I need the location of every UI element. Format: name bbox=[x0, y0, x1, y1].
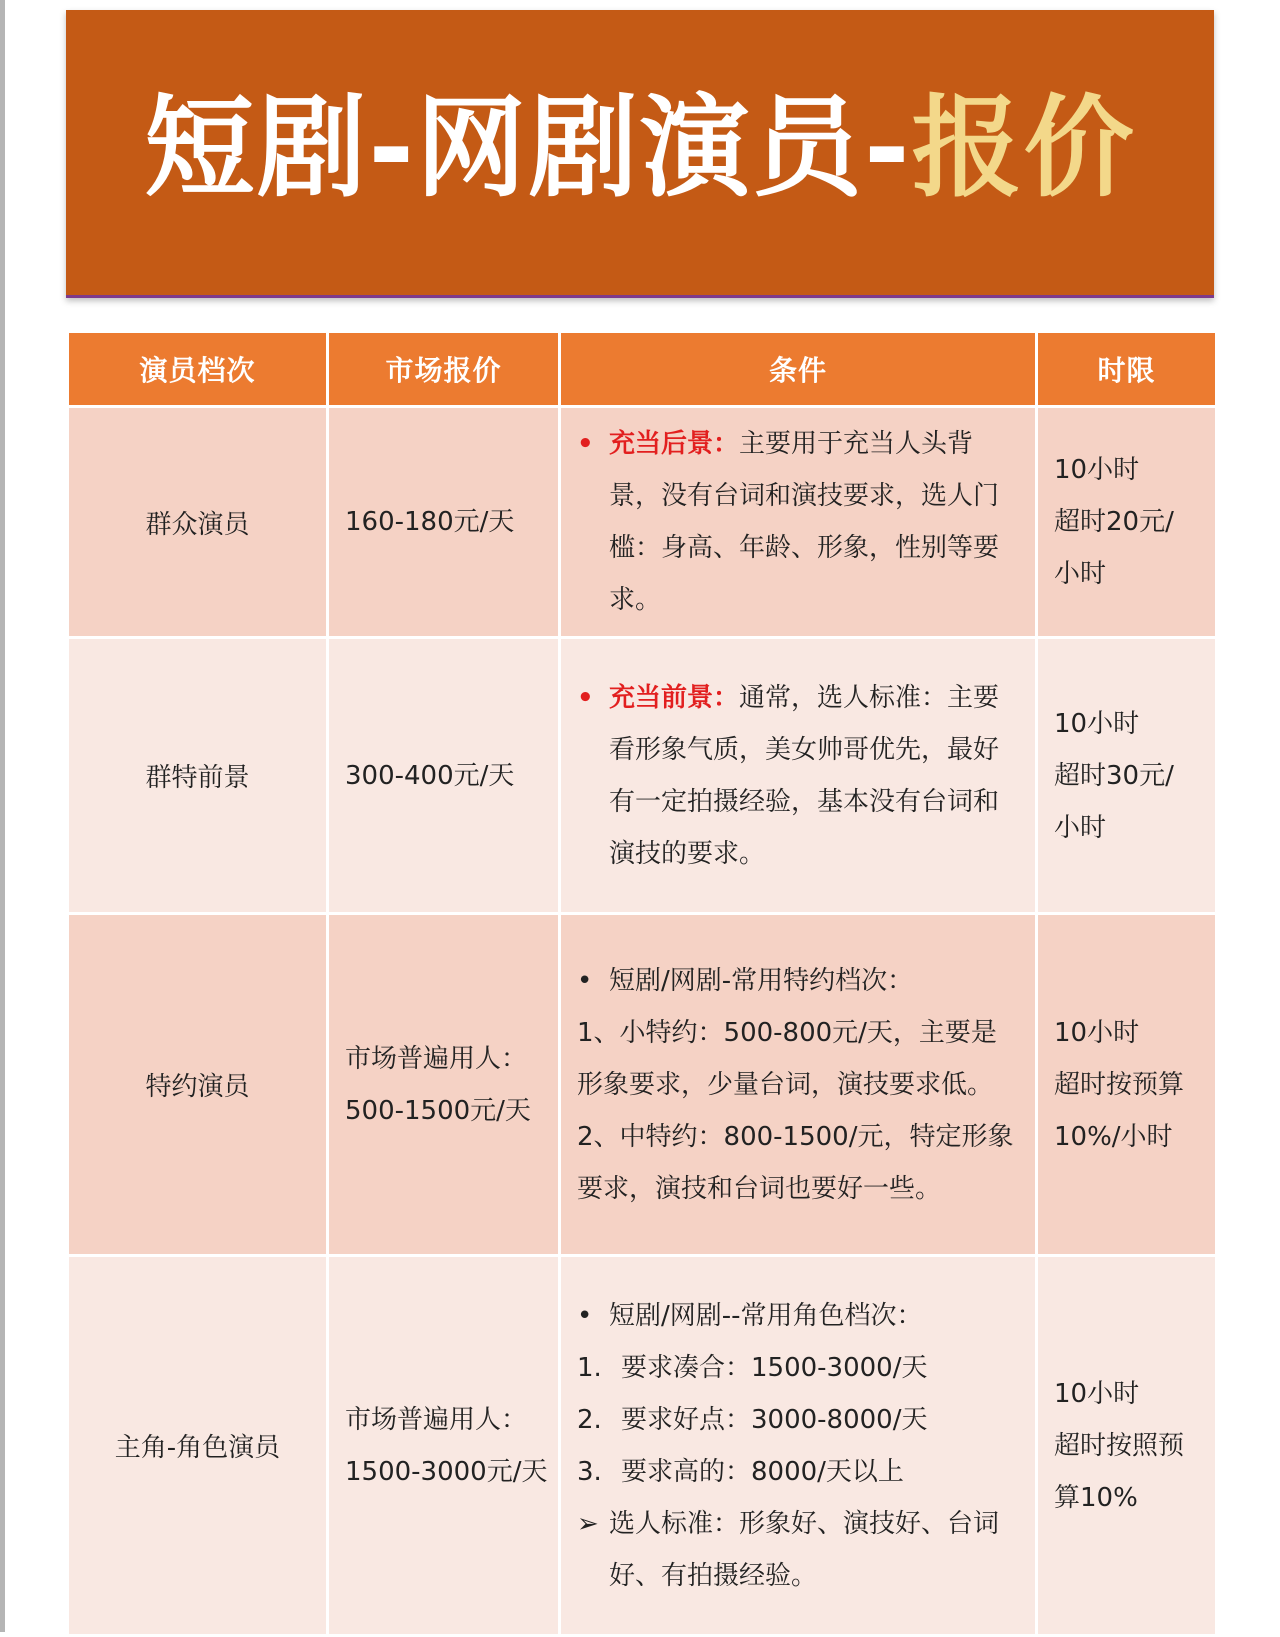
limit-line: 小时 bbox=[1054, 559, 1107, 589]
level-cell: 特约演员 bbox=[68, 914, 328, 1256]
price-line: 1500-3000元/天 bbox=[345, 1456, 548, 1487]
condition-bullet bbox=[577, 955, 1021, 1007]
price-line: 160-180元/天 bbox=[345, 507, 515, 537]
price-line: 500-1500元/天 bbox=[345, 1095, 531, 1126]
condition-label: 充当后景： bbox=[609, 429, 740, 459]
item-number: 3. bbox=[577, 1456, 602, 1487]
header-condition: 条件 bbox=[560, 332, 1037, 407]
item-text: 要求凑合：1500-3000/天 bbox=[621, 1352, 928, 1383]
item-text: 要求高的：8000/天以上 bbox=[621, 1456, 904, 1487]
condition-item: 1、小特约：500-800元/天，主要是形象要求，少量台词，演技要求低。 bbox=[577, 1017, 997, 1100]
limit-cell bbox=[1037, 407, 1217, 638]
numbered-item bbox=[577, 1342, 1021, 1394]
table-row bbox=[68, 914, 1217, 1256]
title-accent: 报价 bbox=[911, 83, 1136, 212]
limit-cell bbox=[1037, 1256, 1217, 1636]
item-text: 要求好点：3000-8000/天 bbox=[621, 1404, 928, 1435]
condition-text: 短剧/网剧--常用角色档次： bbox=[609, 1300, 923, 1331]
condition-text: 通常，选人标准：主要看形象气质，美女帅哥优先，最好有一定拍摄经验，基本没有台词和演技的要求。 bbox=[609, 682, 1000, 869]
limit-line: 10小时 bbox=[1054, 455, 1140, 485]
page-title bbox=[144, 83, 1136, 212]
level-cell: 群众演员 bbox=[68, 407, 328, 638]
condition-item: 2、中特约：800-1500/元，特定形象要求，演技和台词也要好一些。 bbox=[577, 1121, 1014, 1204]
table-row bbox=[68, 1256, 1217, 1636]
condition-bullet bbox=[577, 418, 1021, 626]
bullet-icon: • bbox=[577, 965, 593, 996]
limit-line: 小时 bbox=[1054, 812, 1107, 843]
page-left-edge bbox=[0, 0, 5, 1632]
limit-cell bbox=[1037, 914, 1217, 1256]
price-cell bbox=[328, 407, 560, 638]
table-row bbox=[68, 638, 1217, 914]
header-limit: 时限 bbox=[1037, 332, 1217, 407]
condition-cell bbox=[560, 638, 1037, 914]
table-row bbox=[68, 407, 1217, 638]
limit-line: 超时按照预 bbox=[1054, 1430, 1185, 1461]
limit-line: 10%/小时 bbox=[1054, 1121, 1173, 1152]
price-cell bbox=[328, 638, 560, 914]
level-cell: 主角-角色演员 bbox=[68, 1256, 328, 1636]
bullet-icon: • bbox=[577, 429, 594, 459]
limit-line: 算10% bbox=[1054, 1482, 1138, 1513]
condition-bullet bbox=[577, 1290, 1021, 1342]
condition-label: 充当前景： bbox=[609, 682, 740, 713]
condition-cell bbox=[560, 914, 1037, 1256]
arrow-text: 选人标准：形象好、演技好、台词好、有拍摄经验。 bbox=[609, 1508, 1000, 1591]
numbered-item bbox=[577, 1446, 1021, 1498]
condition-bullet bbox=[577, 672, 1021, 880]
limit-line: 超时按预算 bbox=[1054, 1069, 1185, 1100]
numbered-item bbox=[577, 1394, 1021, 1446]
limit-line: 10小时 bbox=[1054, 1378, 1140, 1409]
item-number: 1. bbox=[577, 1352, 602, 1383]
condition-text-wrap bbox=[609, 418, 1021, 626]
title-banner bbox=[66, 10, 1214, 298]
item-number: 2. bbox=[577, 1404, 602, 1435]
header-level: 演员档次 bbox=[68, 332, 328, 407]
arrow-icon: ➢ bbox=[577, 1508, 599, 1539]
condition-text-wrap bbox=[609, 672, 1021, 880]
table-header-row bbox=[68, 332, 1217, 407]
condition-cell bbox=[560, 1256, 1037, 1636]
header-price: 市场报价 bbox=[328, 332, 560, 407]
price-cell bbox=[328, 1256, 560, 1636]
title-main: 短剧-网剧演员- bbox=[144, 83, 912, 212]
condition-text: 主要用于充当人头背景，没有台词和演技要求，选人门槛：身高、年龄、形象，性别等要求。 bbox=[609, 429, 1000, 615]
limit-line: 超时30元/ bbox=[1054, 760, 1174, 791]
level-cell: 群特前景 bbox=[68, 638, 328, 914]
limit-line: 10小时 bbox=[1054, 708, 1140, 739]
limit-line: 超时20元/ bbox=[1054, 507, 1174, 537]
condition-text: 短剧/网剧-常用特约档次： bbox=[609, 965, 914, 996]
limit-line: 10小时 bbox=[1054, 1017, 1140, 1048]
condition-cell bbox=[560, 407, 1037, 638]
bullet-icon: • bbox=[577, 682, 594, 713]
price-line: 市场普遍用人： bbox=[345, 1404, 528, 1435]
price-cell bbox=[328, 914, 560, 1256]
arrow-item bbox=[577, 1498, 1021, 1602]
price-line: 300-400元/天 bbox=[345, 760, 515, 791]
price-table bbox=[66, 330, 1218, 1637]
price-line: 市场普遍用人： bbox=[345, 1043, 528, 1074]
bullet-icon: • bbox=[577, 1300, 593, 1331]
limit-cell bbox=[1037, 638, 1217, 914]
